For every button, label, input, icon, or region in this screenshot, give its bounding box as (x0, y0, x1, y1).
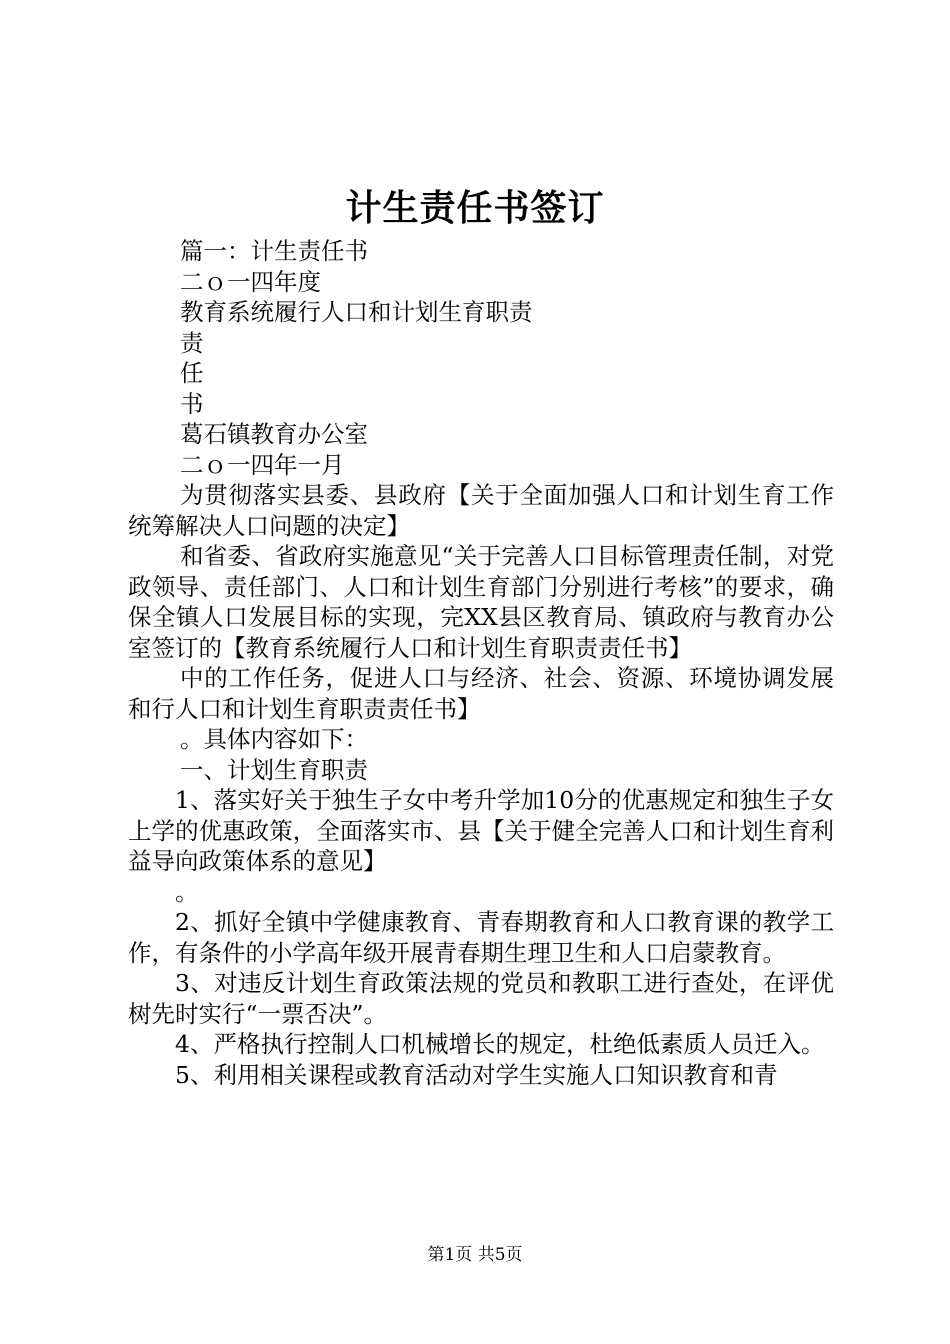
document-body (128, 236, 834, 1090)
document-title: 计生责任书签订 (345, 187, 605, 229)
section-heading: 篇一：计生责任书 (180, 237, 368, 265)
subtitle-char-3: 书 (180, 389, 204, 418)
body-paragraph: 。具体内容如下： (180, 725, 368, 753)
subtitle-line: 教育系统履行人口和计划生育职责 (180, 298, 533, 326)
body-paragraph: 和省委、省政府实施意见“关于完善人口目标管理责任制，对党政领导、责任部门、人口和计划生育部门分别进行考核”的要求，确保全镇人口发展目标的实现，完XX县区教育局、镇政府与教育办公室签订的【教育系统履行人口和计划生育职责责任书】 (128, 542, 834, 662)
body-paragraph: 中的工作任务，促进人口与经济、社会、资源、环境协调发展和行人口和计划生育职责责任书】 (128, 664, 834, 723)
body-paragraph: 为贯彻落实县委、县政府【关于全面加强人口和计划生育工作统筹解决人口问题的决定】 (128, 481, 834, 540)
list-item-continuation: 。 (175, 877, 199, 906)
list-item: 5、利用相关课程或教育活动对学生实施人口知识教育和青 (175, 1060, 778, 1089)
issuer-line: 葛石镇教育办公室 (180, 420, 368, 448)
page-footer: 第1页 共5页 (427, 1245, 523, 1265)
subtitle-char-1: 责 (180, 328, 204, 357)
list-item: 2、抓好全镇中学健康教育、青春期教育和人口教育课的教学工作，有条件的小学高年级开展青春期生理卫生和人口启蒙教育。 (128, 908, 834, 967)
list-item: 3、对违反计划生育政策法规的党员和教职工进行查处，在评优树先时实行“一票否决”。 (128, 969, 834, 1028)
year-line: 二ｏ一四年度 (180, 267, 321, 296)
date-line: 二ｏ一四年一月 (180, 450, 345, 479)
list-item: 1、落实好关于独生子女中考升学加10分的优惠规定和独生子女上学的优惠政策，全面落实市、县【关于健全完善人口和计划生育利益导向政策体系的意见】 (128, 786, 834, 875)
subtitle-char-2: 任 (180, 359, 204, 387)
list-item: 4、严格执行控制人口机械增长的规定，杜绝低素质人员迁入。 (175, 1030, 825, 1058)
list-heading: 一、计划生育职责 (180, 755, 368, 784)
